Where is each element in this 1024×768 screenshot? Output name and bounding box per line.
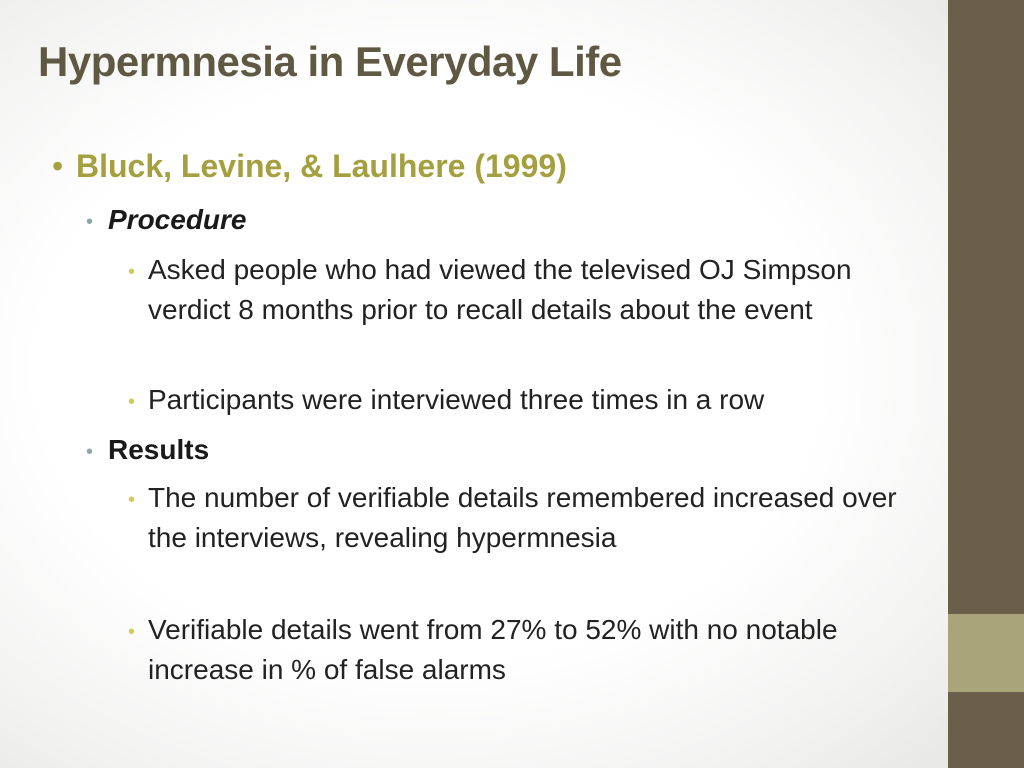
bullet-marker: • bbox=[86, 441, 94, 463]
procedure-heading: Procedure bbox=[108, 204, 247, 235]
bullet-marker: • bbox=[128, 621, 136, 643]
results-item-text: The number of verifiable details remembered increased over the interviews, revealing hypermnesia bbox=[148, 482, 897, 553]
bullet-marker: • bbox=[128, 261, 136, 283]
bullet-marker: • bbox=[128, 391, 136, 413]
results-heading: Results bbox=[108, 434, 210, 465]
bullet-marker: • bbox=[86, 211, 94, 233]
procedure-item-text: Participants were interviewed three times in a row bbox=[148, 384, 765, 415]
slide-title: Hypermnesia in Everyday Life bbox=[38, 38, 622, 85]
decorative-sidebar-accent bbox=[948, 614, 1024, 692]
results-item-text: Verifiable details went from 27% to 52% with no notable increase in % of false alarms bbox=[148, 614, 838, 685]
bullet-marker: • bbox=[52, 148, 64, 184]
bullet-marker: • bbox=[128, 489, 136, 511]
procedure-item-text: Asked people who had viewed the televised OJ Simpson verdict 8 months prior to recall details about the event bbox=[148, 254, 852, 325]
citation-text: Bluck, Levine, & Laulhere (1999) bbox=[76, 148, 567, 184]
